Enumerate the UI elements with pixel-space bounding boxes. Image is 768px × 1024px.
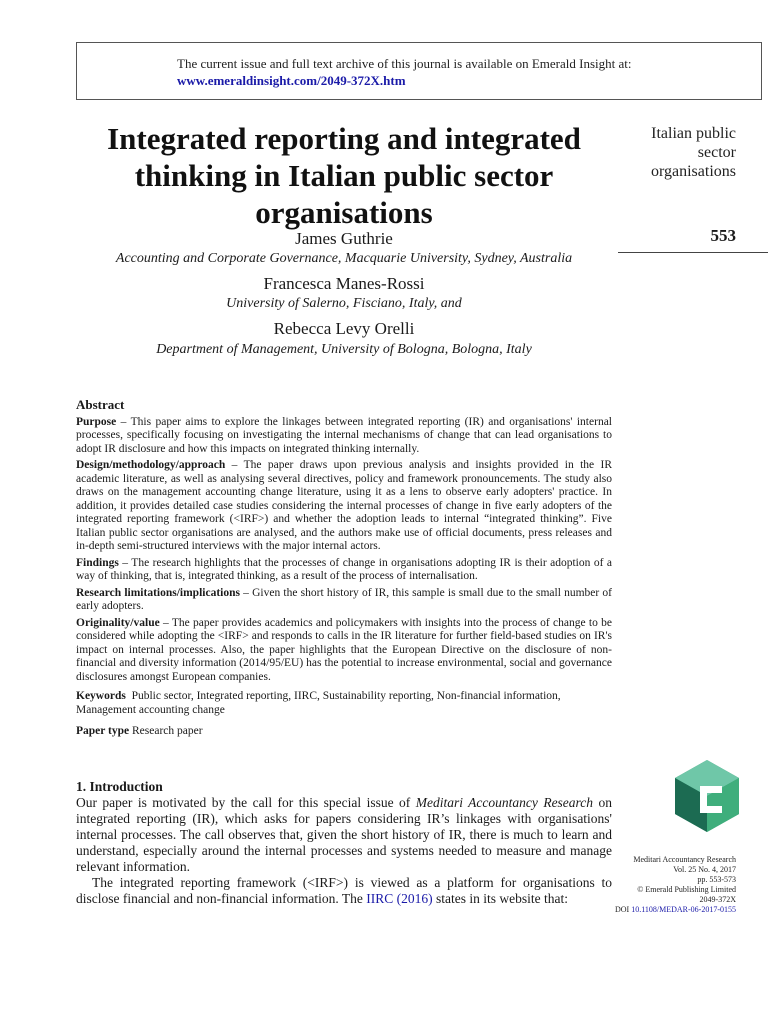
author-affiliation: Accounting and Corporate Governance, Macquarie University, Sydney, Australia [115,251,573,266]
intro-text: Our paper is motivated by the call for this special issue of [76,795,416,810]
journal-info [590,855,736,915]
journal-name: Meditari Accountancy Research [415,795,594,810]
author-name: Francesca Manes-Rossi [263,274,425,293]
banner-text: The current issue and full text archive of this journal is available on Emerald Insight at: [177,56,632,71]
intro-text: states in its website that: [432,891,569,906]
banner-link[interactable]: www.emeraldinsight.com/2049-372X.htm [177,73,406,88]
abstract-label: Findings [76,556,119,569]
abstract-design [76,459,612,554]
abstract-text: – The paper draws upon previous analysis and insights provided in the IR academic literature, as well as analysing several directives, policy and framework pronouncements. The study also draws on the management accounting change literature, using it as a lens to observe early adopters' practice. In addition, it provides detailed case studies considering the internal processes of change in five early adopters of the integrated reporting framework (<IRF>) and whether the adoption leads to internal “integrated thinking”. Five Italian public sector organisations are analysed, and the authors make use of official documents, press releases and in-depth semi-structured interviews with the major internal actors. [76,459,612,552]
running-title: Italian public sector organisations [650,125,736,180]
archive-banner [76,42,762,100]
abstract-label: Purpose [76,415,117,428]
keywords-label: Keywords [76,690,126,702]
keywords-text: Public sector, Integrated reporting, IIRC, Sustainability reporting, Non-financial information, Management accounting change [76,690,561,716]
abstract-limitations [76,587,612,614]
journal-pages: pp. 553-573 [697,875,736,884]
intro-paragraph [76,795,612,875]
introduction-section [76,779,612,907]
paper-type-text: Research paper [132,725,203,737]
abstract-text: – This paper aims to explore the linkages between integrated reporting (IR) and organisations' internal processes, specifically focusing on investigating the internal mechanisms of change that can lead organisations to adopt IR disclosure and how this impacts on integrated thinking internally. [76,415,612,455]
abstract-findings [76,557,612,584]
intro-text: on integrated reporting (IR), which asks for papers considering IR’s linkages with organisations' internal processes. The call observes that, given the short history of IR, there is much to learn and understand, especially around the internal processes and systems needed to measure and manage relevant information. [76,795,612,874]
author-affiliation: Department of Management, University of Bologna, Bologna, Italy [156,342,532,357]
intro-paragraph [76,875,612,907]
journal-volume: Vol. 25 No. 4, 2017 [673,865,736,874]
emerald-publishing-logo-icon [672,758,742,834]
paper-type [76,725,612,739]
author-name: James Guthrie [295,229,393,248]
abstract-text: – The paper provides academics and policymakers with insights into the process of change to be considered while adopting the <IRF> and responds to calls in the IR literature for further field-based studies on IR's impact on internal processes. Also, the paper highlights that the European Directive on the disclosure of non-financial and diversity information (2014/95/EU) has the potential to increase environmental, social and governance disclosures amongst European companies. [76,616,612,683]
abstract-label: Research limitations/implications [76,586,240,599]
author-name: Rebecca Levy Orelli [273,319,415,338]
doi-label: DOI [614,905,630,914]
citation-link[interactable]: IIRC (2016) [366,891,433,906]
abstract-label: Originality/value [76,616,160,629]
abstract-text: – Given the short history of IR, this sample is small due to the small number of early adopters. [76,586,613,612]
author-affiliation: University of Salerno, Fisciano, Italy, and [226,296,462,311]
intro-text: The integrated reporting framework (<IRF>) is viewed as a platform for organisations to disclose financial and non-financial information. The [76,875,612,906]
section-heading: 1. Introduction [76,779,163,794]
abstract-section [76,398,612,742]
abstract-originality [76,617,612,685]
keywords [76,690,612,717]
paper-title: Integrated reporting and integrated thinking in Italian public sector organisations [107,121,581,230]
abstract-purpose [76,416,612,457]
abstract-text: – The research highlights that the processes of change in organisations adopting IR is their adoption of a way of thinking, that is, integrated thinking, as a result of the process of internalisation. [76,556,612,582]
journal-issn: 2049-372X [699,895,736,904]
journal-name: Meditari Accountancy Research [633,855,736,864]
abstract-label: Design/methodology/approach [76,459,226,471]
abstract-heading: Abstract [76,397,125,412]
journal-doi [590,905,736,915]
page-number: 553 [710,226,736,245]
side-divider [618,252,768,253]
paper-type-label: Paper type [76,725,130,737]
doi-link[interactable]: 10.1108/MEDAR-06-2017-0155 [631,905,736,914]
journal-publisher: © Emerald Publishing Limited [637,885,736,894]
